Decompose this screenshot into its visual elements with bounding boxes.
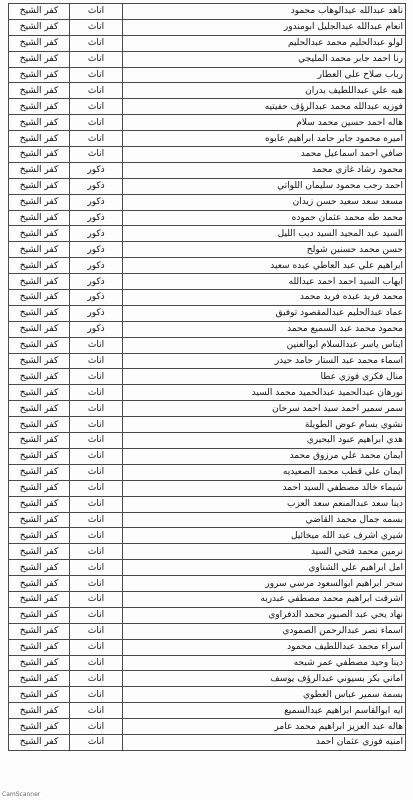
gender-cell: اناث xyxy=(70,607,123,623)
governorate-cell: كفر الشيخ xyxy=(9,671,70,687)
table-row xyxy=(9,258,406,274)
name-cell: امل ابراهيم علي الشناوي xyxy=(123,560,406,576)
governorate-cell: كفر الشيخ xyxy=(9,226,70,242)
name-cell: اسماء محمد عبد الستار حامد حيدر xyxy=(123,353,406,369)
name-cell: نرمين محمد فتحي السيد xyxy=(123,544,406,560)
governorate-cell: كفر الشيخ xyxy=(9,178,70,194)
governorate-cell: كفر الشيخ xyxy=(9,528,70,544)
gender-cell: ذكور xyxy=(70,274,123,290)
table-row xyxy=(9,242,406,258)
governorate-cell: كفر الشيخ xyxy=(9,274,70,290)
gender-cell: اناث xyxy=(70,433,123,449)
governorate-cell: كفر الشيخ xyxy=(9,4,70,20)
gender-cell: ذكور xyxy=(70,321,123,337)
name-cell: السيد عبد المجيد السيد ديب الليل xyxy=(123,226,406,242)
table-row xyxy=(9,385,406,401)
table-row xyxy=(9,655,406,671)
gender-cell: ذكور xyxy=(70,226,123,242)
governorate-cell: كفر الشيخ xyxy=(9,703,70,719)
table-row xyxy=(9,99,406,115)
name-cell: اميره محمود جابر حامد ابراهيم عابوه xyxy=(123,131,406,147)
table-row xyxy=(9,448,406,464)
gender-cell: اناث xyxy=(70,448,123,464)
table-row xyxy=(9,703,406,719)
name-cell: حسن محمد حسنين شولح xyxy=(123,242,406,258)
table-row xyxy=(9,544,406,560)
table-row xyxy=(9,210,406,226)
governorate-cell: كفر الشيخ xyxy=(9,512,70,528)
governorate-cell: كفر الشيخ xyxy=(9,19,70,35)
gender-cell: اناث xyxy=(70,99,123,115)
gender-cell: اناث xyxy=(70,417,123,433)
table-row xyxy=(9,337,406,353)
name-cell: هدي ابراهيم عبود البحيري xyxy=(123,433,406,449)
gender-cell: اناث xyxy=(70,35,123,51)
table-row xyxy=(9,178,406,194)
table-row xyxy=(9,607,406,623)
name-cell: نهاد يحي عبد الصبور محمد الدفراوي xyxy=(123,607,406,623)
name-cell: هاله عبد العزيز ابراهيم محمد عامر xyxy=(123,719,406,735)
governorate-cell: كفر الشيخ xyxy=(9,607,70,623)
name-cell: رباب صلاح علي العطار xyxy=(123,67,406,83)
governorate-cell: كفر الشيخ xyxy=(9,194,70,210)
table-row xyxy=(9,734,406,750)
table-row xyxy=(9,496,406,512)
table-row xyxy=(9,147,406,163)
gender-cell: اناث xyxy=(70,480,123,496)
name-cell: اسماء نصر عبدالرحمن الصمودي xyxy=(123,623,406,639)
scanner-watermark: CamScanner xyxy=(2,791,41,798)
name-cell: اماني بكر بسيوني عبدالرؤف يوسف xyxy=(123,671,406,687)
name-cell: محمود رشاد غازي محمد xyxy=(123,162,406,178)
name-cell: شيري اشرف عبد الله ميخائيل xyxy=(123,528,406,544)
governorate-cell: كفر الشيخ xyxy=(9,321,70,337)
table-row xyxy=(9,290,406,306)
gender-cell: اناث xyxy=(70,623,123,639)
governorate-cell: كفر الشيخ xyxy=(9,401,70,417)
table-row xyxy=(9,19,406,35)
name-cell: سمر سمير احمد سيد احمد سرحان xyxy=(123,401,406,417)
gender-cell: اناث xyxy=(70,671,123,687)
table-row xyxy=(9,35,406,51)
governorate-cell: كفر الشيخ xyxy=(9,51,70,67)
name-cell: محمد فريد عبده فريد محمد xyxy=(123,290,406,306)
name-cell: اسراء محمد عبداللطيف محمود xyxy=(123,639,406,655)
table-row xyxy=(9,623,406,639)
gender-cell: ذكور xyxy=(70,194,123,210)
governorate-cell: كفر الشيخ xyxy=(9,433,70,449)
governorate-cell: كفر الشيخ xyxy=(9,131,70,147)
table-row xyxy=(9,4,406,20)
name-cell: احمد رجب محمود سليمان اللواتي xyxy=(123,178,406,194)
gender-cell: اناث xyxy=(70,719,123,735)
name-cell: فوزيه عبدالله محمد عبدالرؤف حفيتيه xyxy=(123,99,406,115)
name-cell: مسعد سعد سعيد حسن زيدان xyxy=(123,194,406,210)
table-row xyxy=(9,115,406,131)
gender-cell: اناث xyxy=(70,464,123,480)
governorate-cell: كفر الشيخ xyxy=(9,258,70,274)
governorate-cell: كفر الشيخ xyxy=(9,719,70,735)
gender-cell: اناث xyxy=(70,51,123,67)
governorate-cell: كفر الشيخ xyxy=(9,242,70,258)
governorate-cell: كفر الشيخ xyxy=(9,560,70,576)
gender-cell: ذكور xyxy=(70,178,123,194)
table-row xyxy=(9,528,406,544)
name-cell: سحر ابراهيم ابوالسعود مرسي سرور xyxy=(123,576,406,592)
table-row xyxy=(9,274,406,290)
name-cell: منال فكري فوزي عطا xyxy=(123,369,406,385)
name-cell: عماد عبدالحليم عبدالمقصود توفيق xyxy=(123,305,406,321)
name-cell: ايه ابوالقاسم ابراهيم عبدالسميع xyxy=(123,703,406,719)
governorate-cell: كفر الشيخ xyxy=(9,591,70,607)
gender-cell: ذكور xyxy=(70,290,123,306)
name-cell: ايمان محمد علي مرزوق محمد xyxy=(123,448,406,464)
table-row xyxy=(9,401,406,417)
governorate-cell: كفر الشيخ xyxy=(9,655,70,671)
governorate-cell: كفر الشيخ xyxy=(9,734,70,750)
table-row xyxy=(9,194,406,210)
governorate-cell: كفر الشيخ xyxy=(9,544,70,560)
governorate-cell: كفر الشيخ xyxy=(9,385,70,401)
table-row xyxy=(9,417,406,433)
name-cell: لولو عبدالحليم محمد عبدالحليم xyxy=(123,35,406,51)
governorate-cell: كفر الشيخ xyxy=(9,623,70,639)
governorate-cell: كفر الشيخ xyxy=(9,369,70,385)
names-table xyxy=(8,3,406,751)
governorate-cell: كفر الشيخ xyxy=(9,99,70,115)
table-row xyxy=(9,369,406,385)
table-row xyxy=(9,464,406,480)
name-cell: هبه علي عبداللطيف بدران xyxy=(123,83,406,99)
gender-cell: اناث xyxy=(70,4,123,20)
name-cell: رنا احمد جابر محمد المليجي xyxy=(123,51,406,67)
name-cell: هاله احمد حسين محمد سلام xyxy=(123,115,406,131)
table-row xyxy=(9,591,406,607)
gender-cell: اناث xyxy=(70,496,123,512)
table-row xyxy=(9,83,406,99)
governorate-cell: كفر الشيخ xyxy=(9,83,70,99)
gender-cell: اناث xyxy=(70,560,123,576)
table-row xyxy=(9,560,406,576)
table-row xyxy=(9,480,406,496)
governorate-cell: كفر الشيخ xyxy=(9,576,70,592)
governorate-cell: كفر الشيخ xyxy=(9,337,70,353)
gender-cell: اناث xyxy=(70,703,123,719)
table-row xyxy=(9,67,406,83)
name-cell: شيماء خالد مصطفي السيد احمد xyxy=(123,480,406,496)
gender-cell: اناث xyxy=(70,655,123,671)
name-cell: ايهاب السيد احمد احمد عبدالله xyxy=(123,274,406,290)
gender-cell: اناث xyxy=(70,385,123,401)
governorate-cell: كفر الشيخ xyxy=(9,353,70,369)
name-cell: محمد طه محمد عثمان حموده xyxy=(123,210,406,226)
gender-cell: اناث xyxy=(70,401,123,417)
name-cell: دينا وحيد مصطفي عمر شبحه xyxy=(123,655,406,671)
name-cell: امنيه فوزي عثمان احمد xyxy=(123,734,406,750)
governorate-cell: كفر الشيخ xyxy=(9,496,70,512)
gender-cell: اناث xyxy=(70,687,123,703)
governorate-cell: كفر الشيخ xyxy=(9,464,70,480)
gender-cell: اناث xyxy=(70,147,123,163)
table-row xyxy=(9,512,406,528)
gender-cell: ذكور xyxy=(70,258,123,274)
table-row xyxy=(9,719,406,735)
name-cell: اشرقت ابراهيم محمد مصطفي عبدربه xyxy=(123,591,406,607)
governorate-cell: كفر الشيخ xyxy=(9,639,70,655)
governorate-cell: كفر الشيخ xyxy=(9,480,70,496)
table-row xyxy=(9,51,406,67)
name-cell: ابراهيم علي عبد العاطي عبده سعيد xyxy=(123,258,406,274)
governorate-cell: كفر الشيخ xyxy=(9,210,70,226)
table-row xyxy=(9,162,406,178)
name-cell: محمود محمد عبد السميع محمد xyxy=(123,321,406,337)
governorate-cell: كفر الشيخ xyxy=(9,417,70,433)
table-row xyxy=(9,671,406,687)
gender-cell: اناث xyxy=(70,337,123,353)
governorate-cell: كفر الشيخ xyxy=(9,35,70,51)
gender-cell: اناث xyxy=(70,115,123,131)
governorate-cell: كفر الشيخ xyxy=(9,305,70,321)
table-row xyxy=(9,321,406,337)
name-cell: نشوي بسام عوض الطويلة xyxy=(123,417,406,433)
name-cell: ايناس ياسر عبدالسلام ابوالعنين xyxy=(123,337,406,353)
gender-cell: اناث xyxy=(70,369,123,385)
gender-cell: اناث xyxy=(70,591,123,607)
gender-cell: اناث xyxy=(70,576,123,592)
gender-cell: ذكور xyxy=(70,305,123,321)
gender-cell: اناث xyxy=(70,83,123,99)
name-cell: انعام عبدالله عبدالجليل ابومندور xyxy=(123,19,406,35)
gender-cell: اناث xyxy=(70,67,123,83)
gender-cell: اناث xyxy=(70,512,123,528)
gender-cell: اناث xyxy=(70,353,123,369)
gender-cell: اناث xyxy=(70,544,123,560)
table-row xyxy=(9,639,406,655)
gender-cell: ذكور xyxy=(70,162,123,178)
governorate-cell: كفر الشيخ xyxy=(9,115,70,131)
governorate-cell: كفر الشيخ xyxy=(9,162,70,178)
name-cell: ايمان علي قطب محمد الصعيديه xyxy=(123,464,406,480)
table-row xyxy=(9,353,406,369)
table-row xyxy=(9,433,406,449)
gender-cell: اناث xyxy=(70,734,123,750)
governorate-cell: كفر الشيخ xyxy=(9,290,70,306)
table-row xyxy=(9,576,406,592)
name-cell: بسمه جمال محمد القاضي xyxy=(123,512,406,528)
name-cell: بسمة سمير عباس العطوي xyxy=(123,687,406,703)
governorate-cell: كفر الشيخ xyxy=(9,687,70,703)
table-row xyxy=(9,131,406,147)
gender-cell: ذكور xyxy=(70,242,123,258)
name-cell: نورهان عبدالحميد عبدالحميد محمد السيد xyxy=(123,385,406,401)
table-row xyxy=(9,687,406,703)
governorate-cell: كفر الشيخ xyxy=(9,147,70,163)
table-row xyxy=(9,305,406,321)
table-row xyxy=(9,226,406,242)
name-cell: ناهد عبدالله عبدالوهاب محمود xyxy=(123,4,406,20)
gender-cell: اناث xyxy=(70,19,123,35)
governorate-cell: كفر الشيخ xyxy=(9,448,70,464)
gender-cell: اناث xyxy=(70,639,123,655)
gender-cell: اناث xyxy=(70,528,123,544)
gender-cell: اناث xyxy=(70,131,123,147)
name-cell: دينا سعد عبدالمنعم سعد العزب xyxy=(123,496,406,512)
governorate-cell: كفر الشيخ xyxy=(9,67,70,83)
name-cell: صافي احمد اسماعيل محمد xyxy=(123,147,406,163)
gender-cell: ذكور xyxy=(70,210,123,226)
names-table-body xyxy=(9,4,406,751)
